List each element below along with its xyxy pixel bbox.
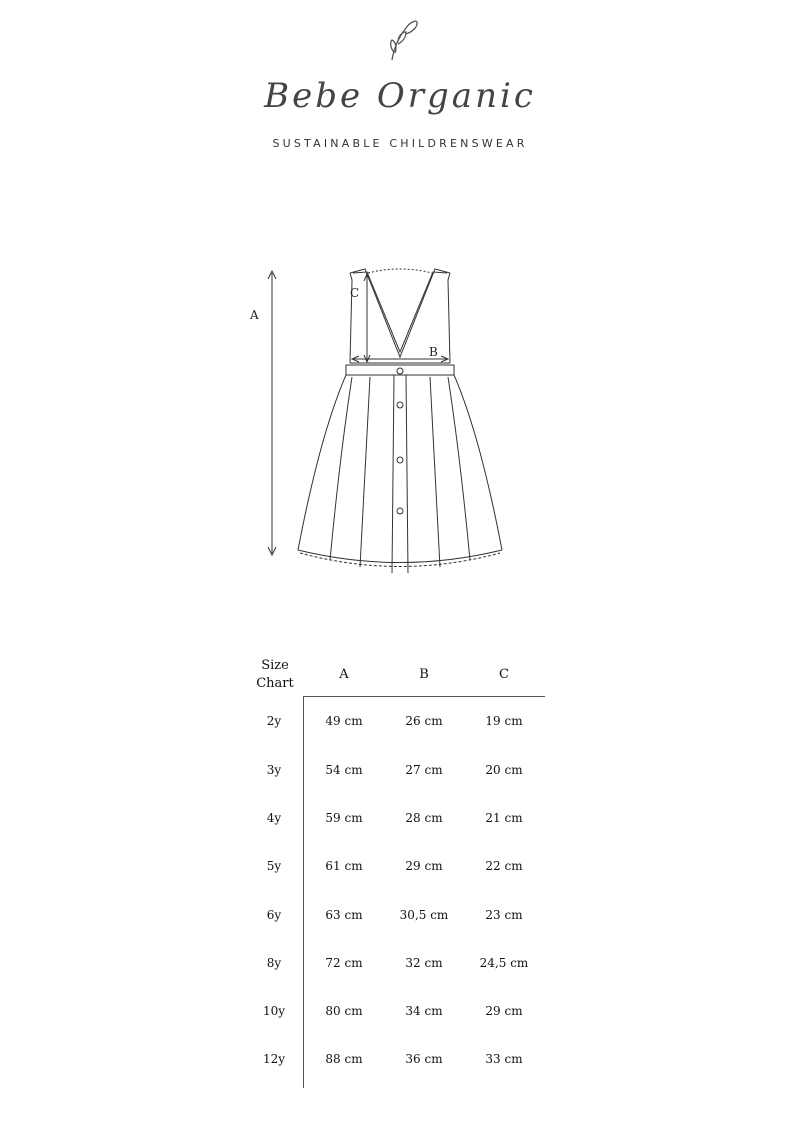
cell-b: 30,5 cm	[399, 908, 449, 922]
cell-b: 34 cm	[405, 1004, 443, 1018]
size-cell: 8y	[266, 956, 282, 970]
dimension-label-b: B	[429, 345, 438, 359]
size-cell: 6y	[266, 908, 282, 922]
size-cell: 4y	[266, 811, 282, 825]
table-row	[245, 956, 555, 976]
table-row	[245, 1052, 555, 1072]
column-header-c: C	[499, 667, 509, 682]
table-row	[245, 859, 555, 879]
column-header-a: A	[339, 667, 349, 682]
size-cell: 10y	[262, 1004, 286, 1018]
size-chart-header: Size Chart	[256, 658, 294, 691]
cell-c: 20 cm	[485, 763, 523, 777]
cell-a: 80 cm	[325, 1004, 363, 1018]
size-cell: 12y	[262, 1052, 286, 1066]
dress-diagram	[240, 255, 560, 595]
cell-a: 63 cm	[325, 908, 363, 922]
cell-a: 49 cm	[325, 714, 363, 728]
brand-name: Bebe Organic	[264, 76, 536, 116]
cell-b: 29 cm	[405, 859, 443, 873]
cell-c: 24,5 cm	[479, 956, 529, 970]
table-row	[245, 811, 555, 831]
cell-b: 27 cm	[405, 763, 443, 777]
dimension-label-c: C	[350, 286, 360, 300]
table-row	[245, 1004, 555, 1024]
cell-c: 21 cm	[485, 811, 523, 825]
cell-b: 28 cm	[405, 811, 443, 825]
size-cell: 2y	[266, 714, 282, 728]
brand-tagline: SUSTAINABLE CHILDRENSWEAR	[272, 137, 528, 150]
cell-a: 59 cm	[325, 811, 363, 825]
size-chart-table	[245, 655, 555, 1095]
cell-b: 26 cm	[405, 714, 443, 728]
cell-c: 33 cm	[485, 1052, 523, 1066]
table-row	[245, 714, 555, 734]
cell-a: 72 cm	[325, 956, 363, 970]
size-cell: 3y	[266, 763, 282, 777]
cell-a: 88 cm	[325, 1052, 363, 1066]
cell-a: 54 cm	[325, 763, 363, 777]
cell-a: 61 cm	[325, 859, 363, 873]
column-header-b: B	[419, 667, 429, 682]
cell-c: 23 cm	[485, 908, 523, 922]
cell-b: 36 cm	[405, 1052, 443, 1066]
leaf-logo-icon	[384, 18, 420, 62]
cell-c: 29 cm	[485, 1004, 523, 1018]
dimension-label-a: A	[250, 308, 259, 322]
cell-c: 22 cm	[485, 859, 523, 873]
cell-b: 32 cm	[405, 956, 443, 970]
size-cell: 5y	[266, 859, 282, 873]
cell-c: 19 cm	[485, 714, 523, 728]
header-divider	[303, 696, 545, 697]
table-row	[245, 908, 555, 928]
table-row	[245, 763, 555, 783]
column-divider	[303, 696, 304, 1088]
